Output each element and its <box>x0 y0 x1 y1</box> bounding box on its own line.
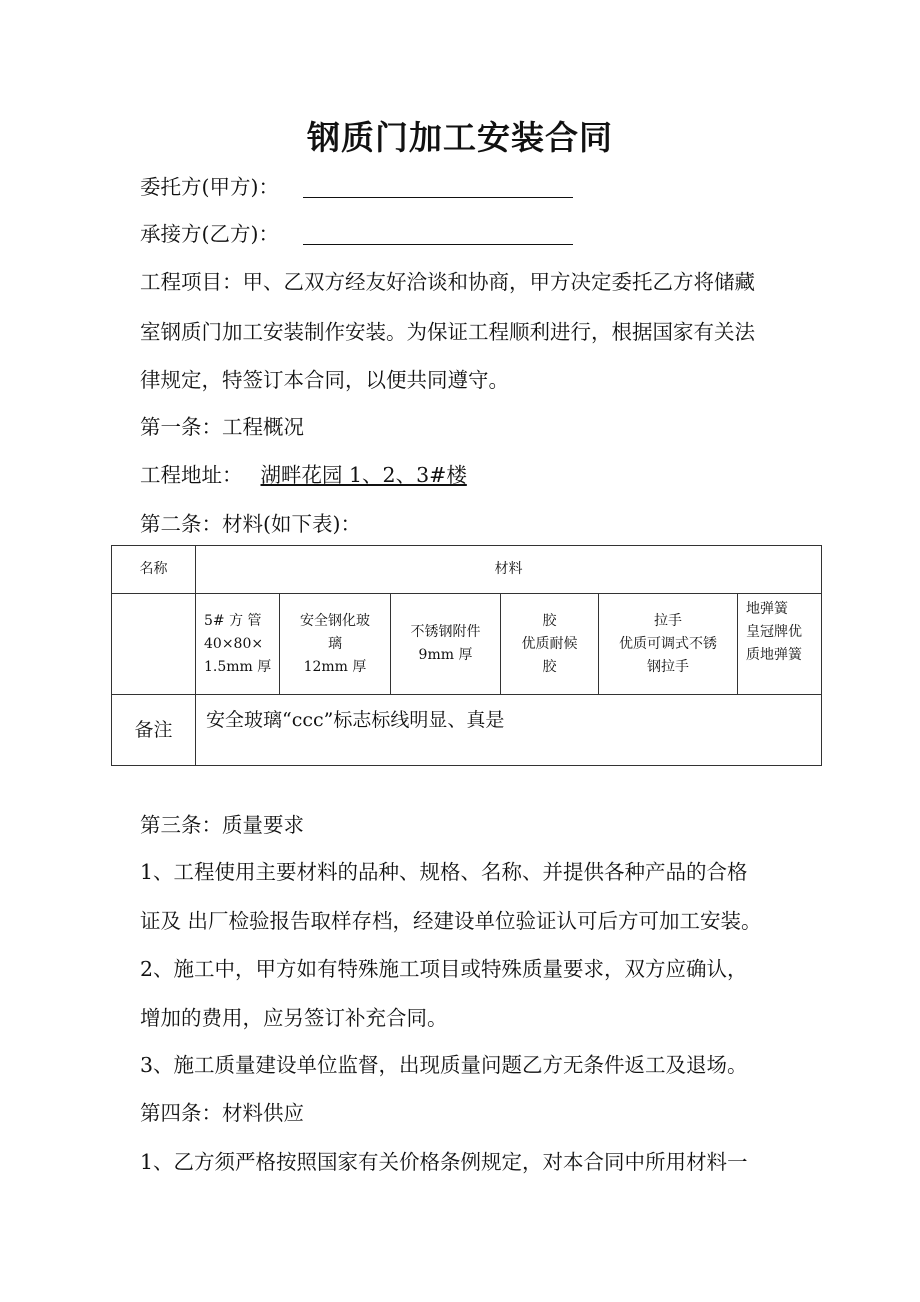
materials-table <box>111 545 822 766</box>
article-2-heading: 第二条：材料(如下表)： <box>140 512 361 536</box>
material-cell: 5# 方 管 40×80× 1.5mm 厚 <box>196 594 280 695</box>
name-header: 名称 <box>112 546 196 594</box>
material-cell: 地弹簧 皇冠牌优 质地弹簧 <box>738 594 822 695</box>
party-a-blank[interactable] <box>303 177 573 198</box>
note-text: 安全玻璃“ccc”标志标线明显、真是 <box>196 695 822 766</box>
quality-line-3: 2、施工中，甲方如有特殊施工项目或特殊质量要求，双方应确认， <box>140 957 748 981</box>
party-b-blank[interactable] <box>303 224 573 245</box>
article-1-heading: 第一条：工程概况 <box>140 415 304 439</box>
intro-line-3: 律规定，特签订本合同，以便共同遵守。 <box>140 368 509 392</box>
table-header-row <box>112 546 822 594</box>
document-title: 钢质门加工安装合同 <box>307 118 613 157</box>
empty-name-cell <box>112 594 196 695</box>
intro-line-1: 工程项目：甲、乙双方经友好洽谈和协商，甲方决定委托乙方将储藏 <box>140 270 755 294</box>
address-label: 工程地址： <box>140 463 243 487</box>
quality-line-1: 1、工程使用主要材料的品种、规格、名称、并提供各种产品的合格 <box>140 860 748 884</box>
note-row <box>112 695 822 766</box>
material-header: 材料 <box>196 546 822 594</box>
quality-line-4: 增加的费用，应另签订补充合同。 <box>140 1006 448 1030</box>
material-cell: 安全钢化玻 璃 12mm 厚 <box>280 594 391 695</box>
party-a-line <box>140 173 573 201</box>
quality-line-2: 证及 出厂检验报告取样存档，经建设单位验证认可后方可加工安装。 <box>140 909 762 933</box>
article-3-heading: 第三条：质量要求 <box>140 813 304 837</box>
party-a-label: 委托方(甲方)： <box>140 175 279 199</box>
address-line <box>140 461 467 489</box>
party-b-line <box>140 220 573 248</box>
note-label: 备注 <box>112 695 196 766</box>
quality-line-5: 3、施工质量建设单位监督，出现质量问题乙方无条件返工及退场。 <box>140 1053 748 1077</box>
article-4-heading: 第四条：材料供应 <box>140 1101 304 1125</box>
materials-row <box>112 594 822 695</box>
material-cell: 拉手 优质可调式不锈 钢拉手 <box>599 594 738 695</box>
address-value: 湖畔花园 1、2、3#楼 <box>260 463 467 487</box>
material-cell: 不锈钢附件 9mm 厚 <box>391 594 501 695</box>
intro-line-2: 室钢质门加工安装制作安装。为保证工程顺利进行，根据国家有关法 <box>140 320 755 344</box>
party-b-label: 承接方(乙方)： <box>140 222 279 246</box>
material-cell: 胶 优质耐候 胶 <box>501 594 599 695</box>
supply-line-1: 1、乙方须严格按照国家有关价格条例规定，对本合同中所用材料一 <box>140 1150 748 1174</box>
